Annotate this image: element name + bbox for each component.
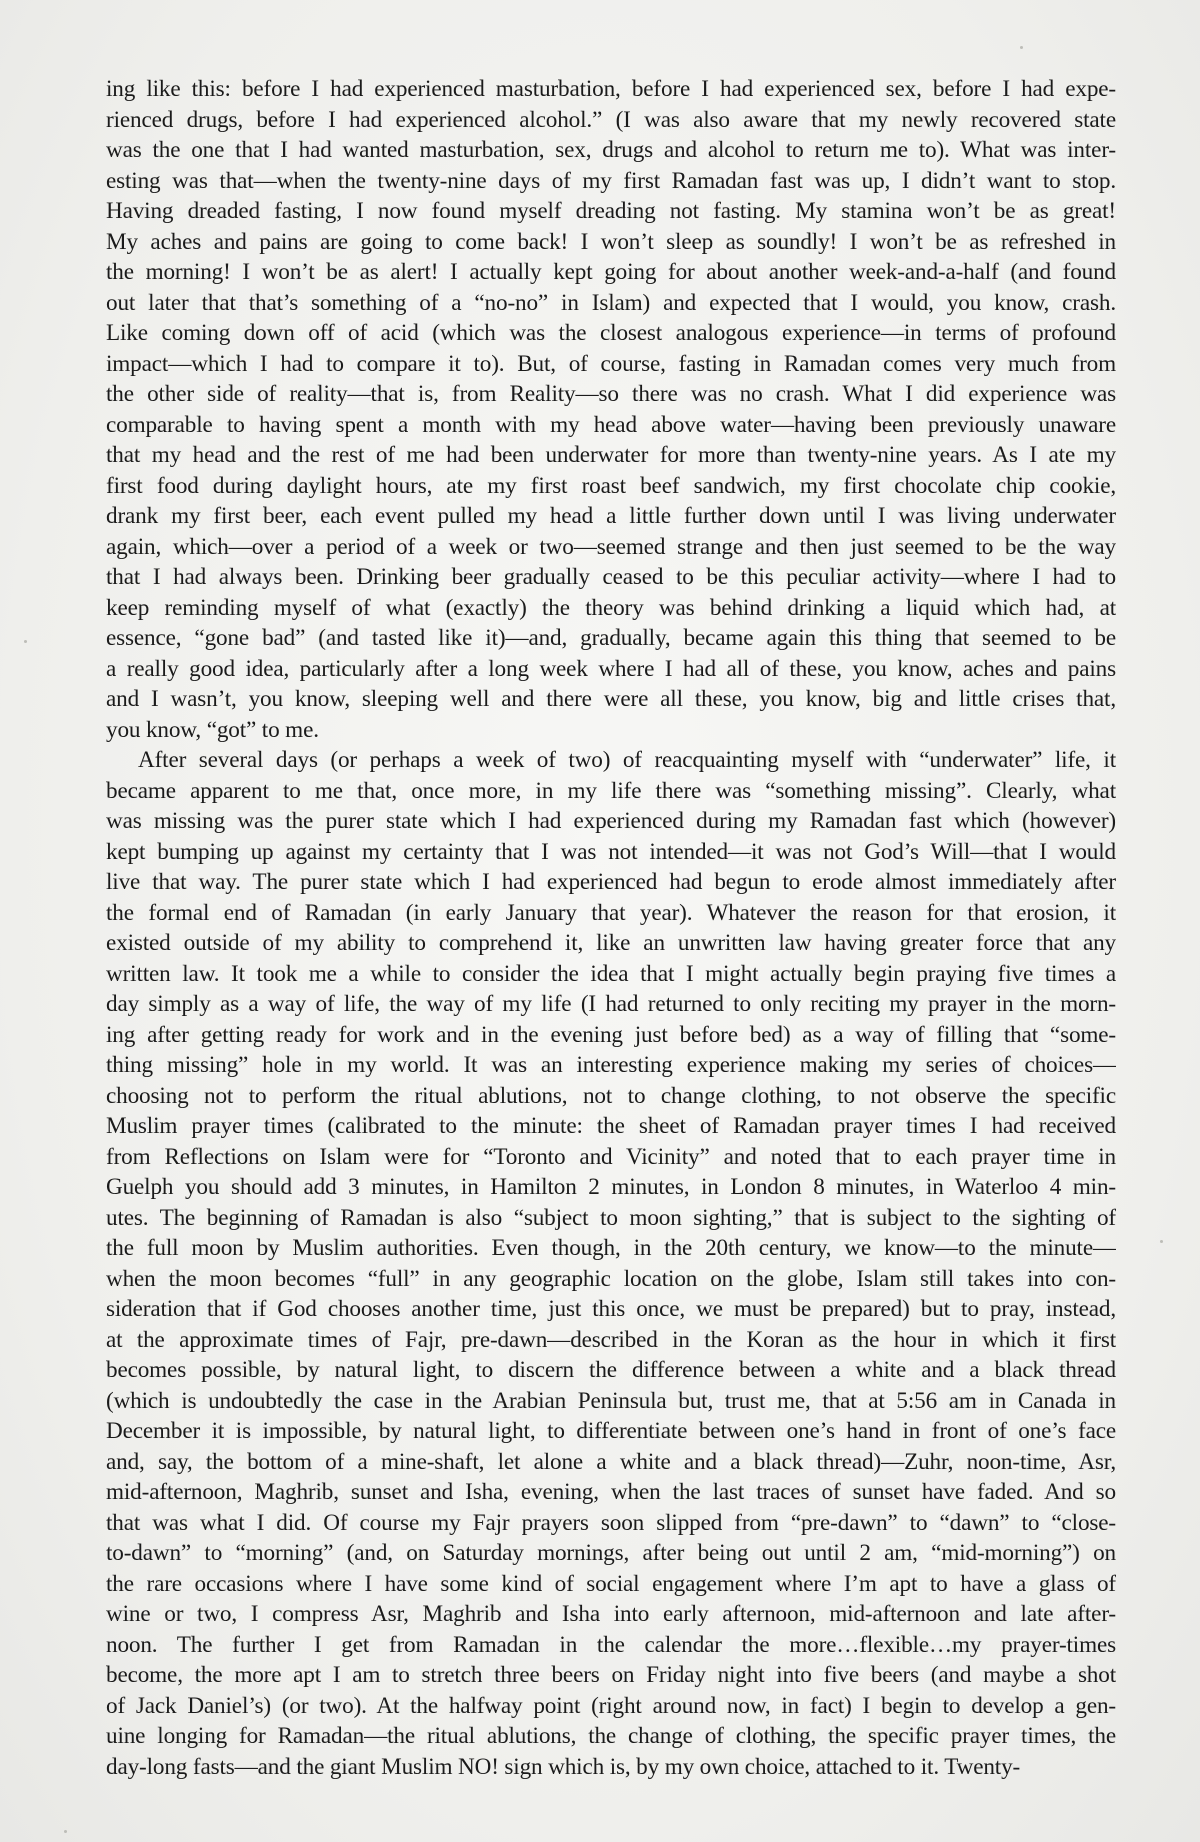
text-line: mid-afternoon, Maghrib, sunset and Isha, evening, when the last traces of sunset have faded. And so xyxy=(106,1479,1116,1505)
text-line: you know, “got” to me. xyxy=(106,716,319,743)
text-line: sideration that if God chooses another time, just this once, we must be prepared) but to pray, instead, xyxy=(106,1296,1116,1322)
paper-speck xyxy=(1020,46,1023,49)
body-text xyxy=(106,74,1116,1814)
text-line: again, which—over a period of a week or two—seemed strange and then just seemed to be the way xyxy=(106,533,1116,560)
text-line: day-long fasts—and the giant Muslim NO! sign which is, by my own choice, attached to it. Twenty- xyxy=(106,1753,1021,1780)
text-line: choosing not to perform the ritual ablutions, not to change clothing, to not observe the specific xyxy=(106,1082,1116,1109)
text-line: keep reminding myself of what (exactly) the theory was behind drinking a liquid which had, at xyxy=(106,594,1116,621)
text-line: that my head and the rest of me had been underwater for more than twenty-nine years. As I ate my xyxy=(106,442,1116,468)
text-line: live that way. The purer state which I had experienced had begun to erode almost immediately after xyxy=(106,869,1116,895)
paragraph xyxy=(106,745,1116,1782)
text-line: existed outside of my ability to comprehend it, like an unwritten law having greater force that any xyxy=(106,930,1116,956)
text-line: uine longing for Ramadan—the ritual ablutions, the change of clothing, the specific prayer times, the xyxy=(106,1723,1116,1749)
text-line: Like coming down off of acid (which was the closest analogous experience—in terms of profound xyxy=(106,320,1116,346)
text-line: that was what I did. Of course my Fajr prayers soon slipped from “pre-dawn” to “dawn” to “close- xyxy=(106,1509,1116,1536)
text-line: to-dawn” to “morning” (and, on Saturday mornings, after being out until 2 am, “mid-morning”) on xyxy=(106,1540,1116,1566)
text-line: become, the more apt I am to stretch three beers on Friday night into five beers (and maybe a shot xyxy=(106,1662,1116,1688)
text-line: esting was that—when the twenty-nine days of my first Ramadan fast was up, I didn’t want to stop. xyxy=(106,167,1116,194)
text-line: and I wasn’t, you know, sleeping well and there were all these, you know, big and little crises that, xyxy=(106,686,1116,712)
text-line: the morning! I won’t be as alert! I actually kept going for about another week-and-a-half (and found xyxy=(106,259,1116,285)
text-line: drank my first beer, each event pulled my head a little further down until I was living underwater xyxy=(106,503,1116,529)
text-line: of Jack Daniel’s) (or two). At the halfway point (right around now, in fact) I begin to develop a gen- xyxy=(106,1692,1116,1719)
paper-speck xyxy=(24,640,27,643)
text-line: day simply as a way of life, the way of my life (I had returned to only reciting my prayer in the morn- xyxy=(106,991,1116,1017)
text-line: impact—which I had to compare it to). But, of course, fasting in Ramadan comes very much from xyxy=(106,350,1116,377)
text-line: written law. It took me a while to consider the idea that I might actually begin praying five times a xyxy=(106,960,1116,987)
text-line: (which is undoubtedly the case in the Arabian Peninsula but, trust me, that at 5:56 am in Canada in xyxy=(106,1387,1116,1414)
text-line: kept bumping up against my certainty that I was not intended—it was not God’s Will—that I would xyxy=(106,838,1116,865)
text-line: a really good idea, particularly after a long week where I had all of these, you know, aches and pains xyxy=(106,655,1116,682)
text-line: After several days (or perhaps a week of two) of reacquainting myself with “underwater” life, it xyxy=(138,747,1116,773)
text-line: out later that that’s something of a “no-no” in Islam) and expected that I would, you know, crash. xyxy=(106,289,1116,316)
text-line: essence, “gone bad” (and tasted like it)—and, gradually, became again this thing that seemed to be xyxy=(106,625,1116,651)
text-line: at the approximate times of Fajr, pre-dawn—described in the Koran as the hour in which it first xyxy=(106,1326,1116,1353)
text-line: from Reflections on Islam were for “Toronto and Vicinity” and noted that to each prayer time in xyxy=(106,1143,1116,1170)
text-line: first food during daylight hours, ate my first roast beef sandwich, my first chocolate chip cookie, xyxy=(106,472,1116,499)
text-line: thing missing” hole in my world. It was an interesting experience making my series of choices— xyxy=(106,1052,1116,1078)
text-line: the formal end of Ramadan (in early January that year). Whatever the reason for that erosion, it xyxy=(106,899,1116,926)
text-line: became apparent to me that, once more, in my life there was “something missing”. Clearly, what xyxy=(106,777,1116,804)
paper-speck xyxy=(1160,1240,1163,1243)
text-line: noon. The further I get from Ramadan in the calendar the more…flexible…my prayer-times xyxy=(106,1631,1116,1658)
text-line: wine or two, I compress Asr, Maghrib and Isha into early afternoon, mid-afternoon and late after- xyxy=(106,1601,1116,1627)
text-line: ing like this: before I had experienced masturbation, before I had experienced sex, before I had expe- xyxy=(106,76,1116,102)
text-line: Having dreaded fasting, I now found myself dreading not fasting. My stamina won’t be as great! xyxy=(106,198,1116,224)
text-line: becomes possible, by natural light, to discern the difference between a white and a black thread xyxy=(106,1357,1116,1383)
text-line: My aches and pains are going to come back! I won’t sleep as soundly! I won’t be as refreshed in xyxy=(106,228,1116,255)
paper-speck xyxy=(64,1830,67,1833)
paragraph xyxy=(106,74,1116,745)
text-line: when the moon becomes “full” in any geographic location on the globe, Islam still takes into con- xyxy=(106,1265,1116,1292)
text-line: ing after getting ready for work and in the evening just before bed) as a way of filling that “some- xyxy=(106,1021,1116,1048)
text-line: was missing was the purer state which I had experienced during my Ramadan fast which (however) xyxy=(106,808,1116,834)
text-line: was the one that I had wanted masturbation, sex, drugs and alcohol to return me to). What was inter- xyxy=(106,137,1116,163)
text-line: utes. The beginning of Ramadan is also “subject to moon sighting,” that is subject to the sighting of xyxy=(106,1204,1116,1231)
text-line: that I had always been. Drinking beer gradually ceased to be this peculiar activity—where I had to xyxy=(106,564,1116,590)
text-line: Muslim prayer times (calibrated to the minute: the sheet of Ramadan prayer times I had received xyxy=(106,1113,1116,1139)
text-line: the rare occasions where I have some kind of social engagement where I’m apt to have a glass of xyxy=(106,1570,1116,1597)
text-line: Guelph you should add 3 minutes, in Hamilton 2 minutes, in London 8 minutes, in Waterloo 4 min- xyxy=(106,1174,1116,1200)
text-line: the full moon by Muslim authorities. Even though, in the 20th century, we know—to the minute— xyxy=(106,1235,1116,1261)
text-line: rienced drugs, before I had experienced alcohol.” (I was also aware that my newly recovered state xyxy=(106,106,1116,133)
text-line: December it is impossible, by natural light, to differentiate between one’s hand in front of one’s face xyxy=(106,1418,1116,1444)
text-line: comparable to having spent a month with my head above water—having been previously unaware xyxy=(106,411,1116,438)
text-line: the other side of reality—that is, from Reality—so there was no crash. What I did experience was xyxy=(106,381,1116,407)
text-line: and, say, the bottom of a mine-shaft, let alone a white and a black thread)—Zuhr, noon-time, Asr, xyxy=(106,1448,1116,1475)
